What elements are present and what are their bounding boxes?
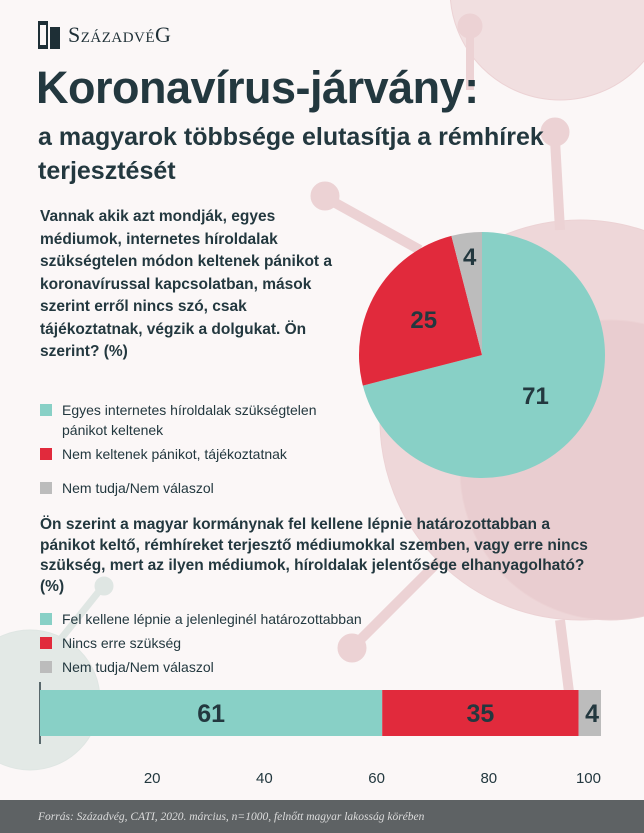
legend-swatch-gray [40,482,52,494]
legend-item [40,633,460,657]
legend-label: Nem tudja/Nem válaszol [62,659,214,675]
legend-swatch-teal [40,613,52,625]
x-tick-label: 80 [480,770,498,787]
legend-swatch-gray [40,661,52,673]
pie-slice-label: 4 [462,243,477,271]
pie-chart [357,230,607,480]
bar-legend [40,609,460,681]
legend-label: Fel kellene lépnie a jelenleginél határozottabban [62,611,362,627]
legend-label: Nem keltenek pánikot, tájékoztatnak [62,446,287,462]
legend-swatch-red [40,637,52,649]
pie-slice-label: 71 [522,382,549,410]
x-tick-label: 60 [368,770,385,787]
brand-name: SzázadvéG [68,22,172,47]
source-note: Forrás: Századvég, CATI, 2020. március, n=1000, felnőtt magyar lakosság körében [38,810,425,823]
legend-swatch-red [40,448,52,460]
stacked-bar-chart [0,680,644,795]
legend-item [40,609,460,633]
pie-legend [40,400,340,498]
logo-mark-icon [36,19,62,51]
question-1: Vannak akik azt mondják, egyes médiumok, internetes híroldalak szükségtelen módon keltenek pánikot a koronavírussal kapcsolatban, mások szerint erről nincs szó, csak tájékoztatnak, végzik a dolgukat. Ön szerint? (%) [40,208,332,360]
brand-logo [36,18,171,52]
pie-slice-label: 25 [410,307,438,335]
bar-value-label: 4 [585,700,599,728]
x-tick-label: 40 [256,770,273,787]
x-tick-label: 20 [143,770,161,787]
bar-value-label: 35 [466,700,495,728]
source-footer [0,800,644,833]
page-title: Koronavírus-járvány: [36,62,479,113]
page-subtitle: a magyarok többsége elutasítja a rémhírek terjesztését [38,123,544,185]
legend-label: Egyes internetes híroldalak szükségtelen pánikot keltenek [62,402,317,438]
legend-label: Nem tudja/Nem válaszol [62,480,214,496]
question-2: Ön szerint a magyar kormánynak fel kellene lépnie határozottabban a pánikot keltő, rémhíreket terjesztő médiumokkal szemben, vagy erre nincs szükség, mert az ilyen médiumok, híroldalak jelentősége elhanyagolható?(%) [40,516,588,595]
x-tick-label: 100 [575,770,601,787]
legend-item [40,657,460,681]
legend-item [40,478,340,498]
legend-label: Nincs erre szükség [62,635,182,651]
legend-swatch-teal [40,404,52,416]
legend-item [40,444,340,478]
bar-value-label: 61 [197,700,226,728]
legend-item [40,400,340,444]
